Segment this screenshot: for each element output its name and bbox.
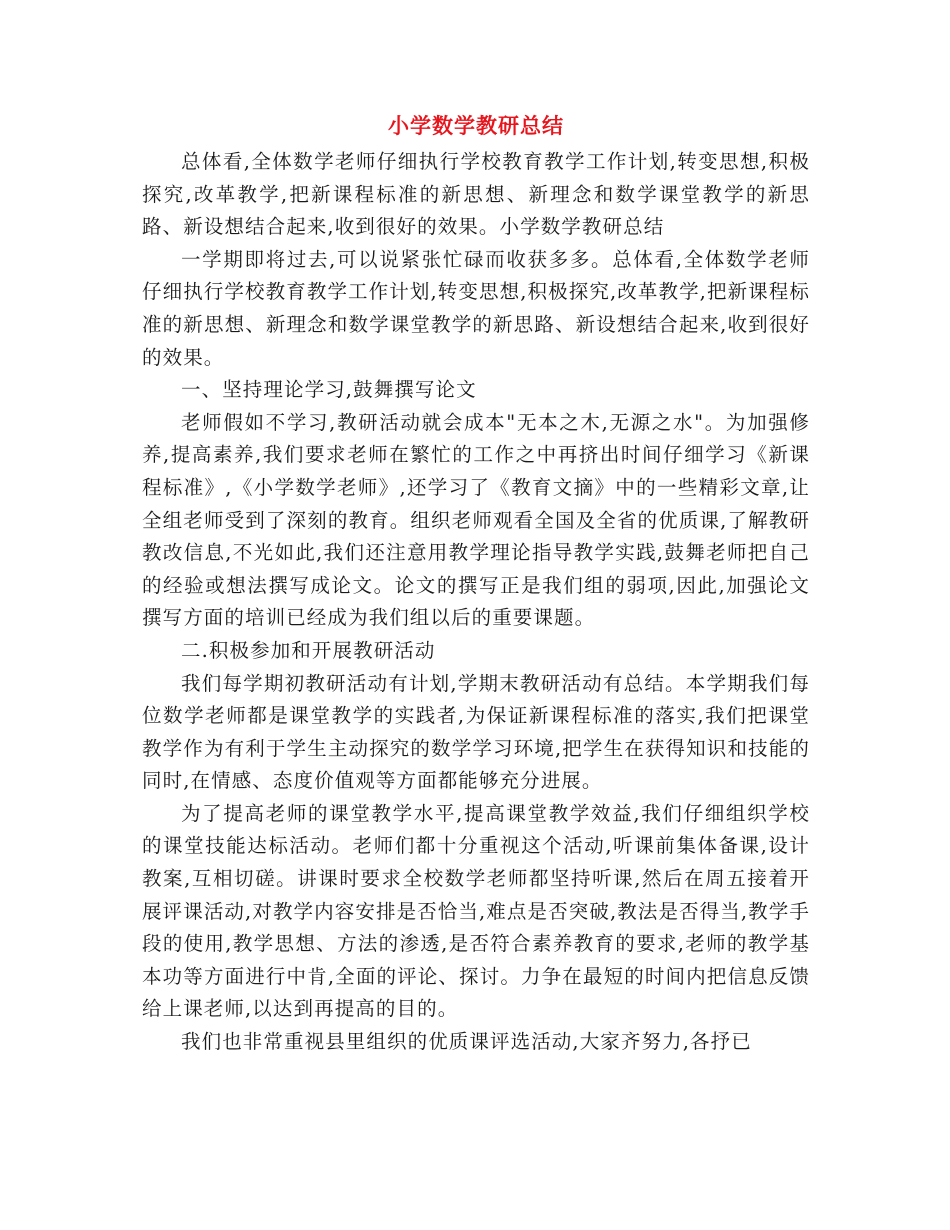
document-title: 小学数学教研总结 [388, 113, 564, 138]
paragraph-intro: 总体看,全体数学老师仔细执行学校教育教学工作计划,转变思想,积极探究,改革教学,把新课程标准的新思想、新理念和数学课堂教学的新思路、新设想结合起来,收到很好的效果。小学数学教研总结 [142, 150, 810, 239]
paragraph-county-evaluation: 我们也非常重视县里组织的优质课评选活动,大家齐努力,各抒已 [181, 1030, 752, 1054]
section-heading-2: 二.积极参加和开展教研活动 [181, 638, 436, 662]
paragraph-teaching-skills: 为了提高老师的课堂教学水平,提高课堂教学效益,我们仔细组织学校的课堂技能达标活动。老师们都十分重视这个活动,听课前集体备课,设计教案,互相切磋。讲课时要求全校数学老师都坚持听课,然后在周五接着开展评课活动,对教学内容安排是否恰当,难点是否突破,教法是否得当,教学手段的使用,教学思想、方法的渗透,是否符合素养教育的要求,老师的教学基本功等方面进行中肯,全面的评论、探讨。力争在最短的时间内把信息反馈给上课老师,以达到再提高的目的。 [142, 801, 810, 1021]
paragraph-planning: 我们每学期初教研活动有计划,学期末教研活动有总结。本学期我们每位数学老师都是课堂教学的实践者,为保证新课程标准的落实,我们把课堂教学作为有利于学生主动探究的数学学习环境,把学生在获得知识和技能的同时,在情感、态度价值观等方面都能够充分进展。 [142, 671, 810, 793]
paragraph-overview: 一学期即将过去,可以说紧张忙碌而收获多多。总体看,全体数学老师仔细执行学校教育教学工作计划,转变思想,积极探究,改革教学,把新课程标准的新思想、新理念和数学课堂教学的新思路、新设想结合起来,收到很好的效果。 [142, 247, 810, 369]
paragraph-theory-study: 老师假如不学习,教研活动就会成本"无本之木,无源之水"。为加强修养,提高素养,我们要求老师在繁忙的工作之中再挤出时间仔细学习《新课程标准》,《小学数学老师》,还学习了《教育文摘》中的一些精彩文章,让全组老师受到了深刻的教育。组织老师观看全国及全省的优质课,了解教研教改信息,不光如此,我们还注意用教学理论指导教学实践,鼓舞老师把自己的经验或想法撰写成论文。论文的撰写正是我们组的弱项,因此,加强论文撰写方面的培训已经成为我们组以后的重要课题。 [142, 410, 810, 630]
section-heading-1: 一、坚持理论学习,鼓舞撰写论文 [181, 378, 477, 402]
